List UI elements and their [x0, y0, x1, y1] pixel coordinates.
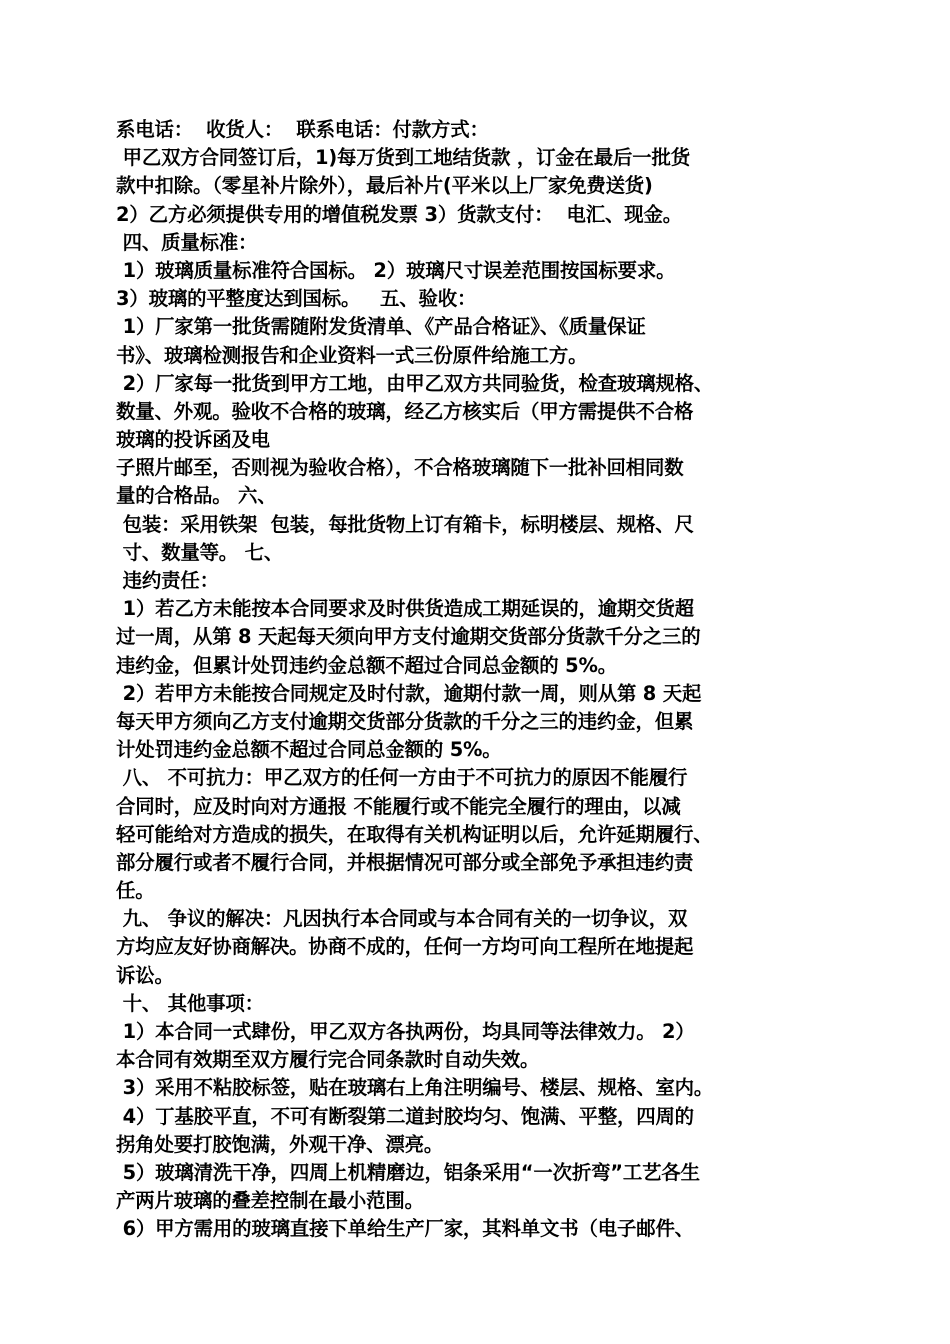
text-line: 2）乙方必须提供专用的增值税发票 3）货款支付： 电汇、现金。 — [116, 202, 682, 226]
text-line: 拐角处要打胶饱满，外观干净、漂亮。 — [116, 1132, 444, 1156]
text-line: 寸、数量等。 七、 — [116, 540, 284, 564]
text-line: 违约金，但累计处罚违约金总额不超过合同总金额的 5%。 — [116, 653, 617, 677]
section-heading: 四、质量标准： — [116, 230, 258, 254]
text-line: 合同时，应及时向对方通报 不能履行或不能完全履行的理由，以减 — [116, 794, 681, 818]
text-line: 轻可能给对方造成的损失，在取得有关机构证明以后，允许延期履行、 — [116, 822, 713, 846]
text-line: 1）若乙方未能按本合同要求及时供货造成工期延误的，逾期交货超 — [116, 597, 694, 621]
text-line: 每天甲方须向乙方支付逾期交货部分货款的千分之三的违约金，但累 — [116, 709, 694, 733]
text-line: 八、 不可抗力：甲乙双方的任何一方由于不可抗力的原因不能履行 — [116, 766, 688, 790]
text-line: 子照片邮至，否则视为验收合格），不合格玻璃随下一批补回相同数 — [116, 456, 684, 480]
text-line: 6）甲方需用的玻璃直接下单给生产厂家，其料单文书（电子邮件、 — [116, 1217, 694, 1241]
text-line: 过一周，从第 8 天起每天须向甲方支付逾期交货部分货款千分之三的 — [116, 625, 701, 649]
text-line: 2）若甲方未能按合同规定及时付款，逾期付款一周，则从第 8 天起 — [116, 681, 702, 705]
text-line: 1）玻璃质量标准符合国标。 2）玻璃尺寸误差范围按国标要求。 — [116, 258, 676, 282]
text-line: 甲乙双方合同签订后，1)每万货到工地结货款 ，订金在最后一批货 — [116, 146, 690, 170]
text-line: 1）本合同一式肆份，甲乙双方各执两份，均具同等法律效力。 2） — [116, 1020, 695, 1043]
text-line: 款中扣除。（零星补片除外），最后补片(平米以上厂家免费送货) — [116, 174, 653, 198]
text-line: 3）玻璃的平整度达到国标。 五、验收： — [116, 287, 477, 311]
text-line: 3）采用不粘胶标签，贴在玻璃右上角注明编号、楼层、规格、室内。 — [116, 1076, 714, 1100]
text-line: 1）厂家第一批货需随附发货清单、《产品合格证》、《质量保证 — [116, 315, 646, 339]
text-line: 数量、外观。验收不合格的玻璃，经乙方核实后（甲方需提供不合格 — [116, 399, 694, 423]
text-line: 九、 争议的解决：凡因执行本合同或与本合同有关的一切争议，双 — [116, 907, 688, 931]
text-line: 计处罚违约金总额不超过合同总金额的 5%。 — [116, 738, 502, 762]
text-line: 本合同有效期至双方履行完合同条款时自动失效。 — [116, 1048, 540, 1072]
text-line: 任。 — [116, 879, 155, 903]
text-line: 包装：采用铁架 包装，每批货物上订有箱卡，标明楼层、规格、尺 — [116, 512, 694, 536]
text-line: 书》、玻璃检测报告和企业资料一式三份原件给施工方。 — [116, 343, 588, 367]
text-line: 诉讼。 — [116, 963, 174, 987]
text-line: 方均应友好协商解决。协商不成的，任何一方均可向工程所在地提起 — [116, 935, 694, 959]
text-line: 量的合格品。 六、 — [116, 484, 277, 508]
text-line: 2）厂家每一批货到甲方工地，由甲乙双方共同验货，检查玻璃规格、 — [116, 371, 714, 395]
text-line: 5）玻璃清洗干净，四周上机精磨边，铝条采用“一次折弯”工艺各生 — [116, 1160, 700, 1184]
section-heading: 违约责任： — [116, 569, 219, 592]
text-line: 部分履行或者不履行合同，并根据情况可部分或全部免予承担违约责 — [116, 850, 694, 874]
text-line: 4）丁基胶平直，不可有断裂第二道封胶均匀、饱满、平整，四周的 — [116, 1104, 694, 1128]
section-heading: 十、 其他事项： — [116, 991, 264, 1015]
text-line: 玻璃的投诉函及电 — [116, 428, 270, 452]
text-line: 产两片玻璃的叠差控制在最小范围。 — [116, 1189, 424, 1213]
contract-text-body — [116, 116, 846, 1244]
text-line: 系电话： 收货人： 联系电话：付款方式： — [116, 118, 489, 141]
